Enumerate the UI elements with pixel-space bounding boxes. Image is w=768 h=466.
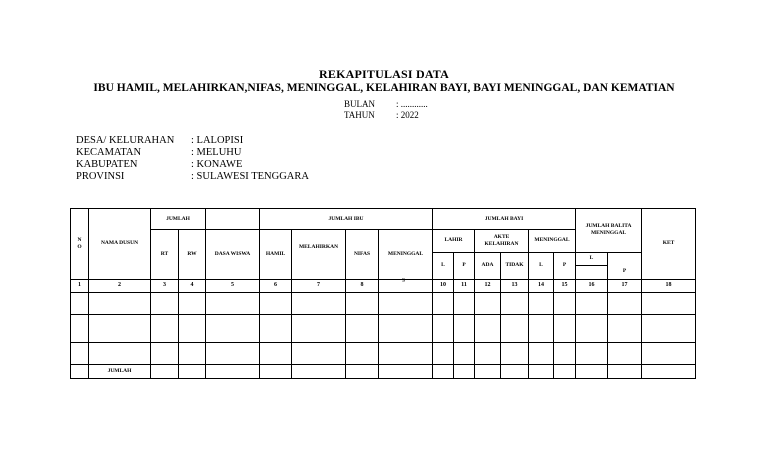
column-number: 7 [292, 279, 346, 292]
header-balita-meninggal: JUMLAH BALITA MENINGGAL [576, 209, 642, 253]
recap-table [70, 208, 696, 379]
column-number: 12 [475, 279, 501, 292]
column-number: 18 [642, 279, 696, 292]
header-balita-p: P [608, 252, 642, 279]
period-tahun [344, 110, 419, 120]
column-number: 15 [554, 279, 576, 292]
info-kabupaten [76, 159, 242, 170]
header-ada: ADA [475, 252, 501, 279]
header-melahirkan: MELAHIRKAN [292, 230, 346, 280]
header-meninggal-p: P [554, 252, 576, 279]
header-lahir: LAHIR [433, 230, 475, 252]
column-number: 4 [179, 279, 206, 292]
column-number-nine: 9 [402, 278, 405, 284]
info-value: : SULAWESI TENGGARA [191, 171, 309, 182]
column-number: 8 [346, 279, 379, 292]
column-number: 10 [433, 279, 454, 292]
info-label: PROVINSI [76, 171, 125, 182]
header-jumlah-ibu: JUMLAH IBU [260, 209, 433, 230]
column-number: 5 [206, 279, 260, 292]
column-number: 11 [454, 279, 475, 292]
header-balita-l-blank [576, 265, 608, 279]
header-ket: KET [642, 209, 696, 280]
info-desa [76, 135, 243, 146]
header-balita-l: L [576, 252, 608, 265]
header-rw: RW [179, 230, 206, 280]
report-title: REKAPITULASI DATA [319, 67, 449, 81]
info-label: KECAMATAN [76, 147, 142, 158]
info-label: DESA/ KELURAHAN [76, 135, 175, 146]
column-number: 16 [576, 279, 608, 292]
info-value: : MELUHU [191, 147, 242, 158]
header-meninggal-l: L [529, 252, 554, 279]
header-akte-kelahiran: AKTE KELAHIRAN [475, 230, 529, 252]
column-number: 17 [608, 279, 642, 292]
header-nama-dusun: NAMA DUSUN [89, 209, 151, 280]
header-lahir-p: P [454, 252, 475, 279]
header-jumlah-bayi: JUMLAH BAYI [433, 209, 576, 230]
column-number: 3 [151, 279, 179, 292]
column-number: 13 [501, 279, 529, 292]
total-row [71, 364, 696, 378]
total-label: JUMLAH [89, 364, 151, 378]
header-meninggal-bayi: MENINGGAL [529, 230, 576, 252]
info-kecamatan [76, 147, 241, 158]
header-jumlah: JUMLAH [151, 209, 206, 230]
header-tidak: TIDAK [501, 252, 529, 279]
bulan-label: BULAN [344, 99, 375, 109]
tahun-value: : 2022 [396, 110, 419, 120]
header-dasa-wisma: DASA WISWA [206, 230, 260, 280]
header-lahir-l: L [433, 252, 454, 279]
info-value: : KONAWE [191, 159, 243, 170]
period-bulan [344, 99, 428, 109]
column-number: 14 [529, 279, 554, 292]
header-meninggal-ibu: MENINGGAL [379, 230, 433, 280]
column-number: 2 [89, 279, 151, 292]
info-label: KABUPATEN [76, 159, 138, 170]
header-nifas: NIFAS [346, 230, 379, 280]
column-number: 1 [71, 279, 89, 292]
header-no: N O [71, 209, 89, 280]
report-subtitle: IBU HAMIL, MELAHIRKAN,NIFAS, MENINGGAL, KELAHIRAN BAYI, BAYI MENINGGAL, DAN KEMATIAN [93, 82, 675, 94]
header-rt: RT [151, 230, 179, 280]
table-row [71, 292, 696, 314]
table-row [71, 315, 696, 342]
tahun-label: TAHUN [344, 110, 375, 120]
header-hamil: HAMIL [260, 230, 292, 280]
column-number [379, 279, 433, 292]
bulan-value: : ............ [396, 99, 428, 109]
info-provinsi [76, 171, 309, 182]
info-value: : LALOPISI [191, 135, 244, 146]
header-blank [206, 209, 260, 230]
column-number: 6 [260, 279, 292, 292]
table-row [71, 342, 696, 364]
